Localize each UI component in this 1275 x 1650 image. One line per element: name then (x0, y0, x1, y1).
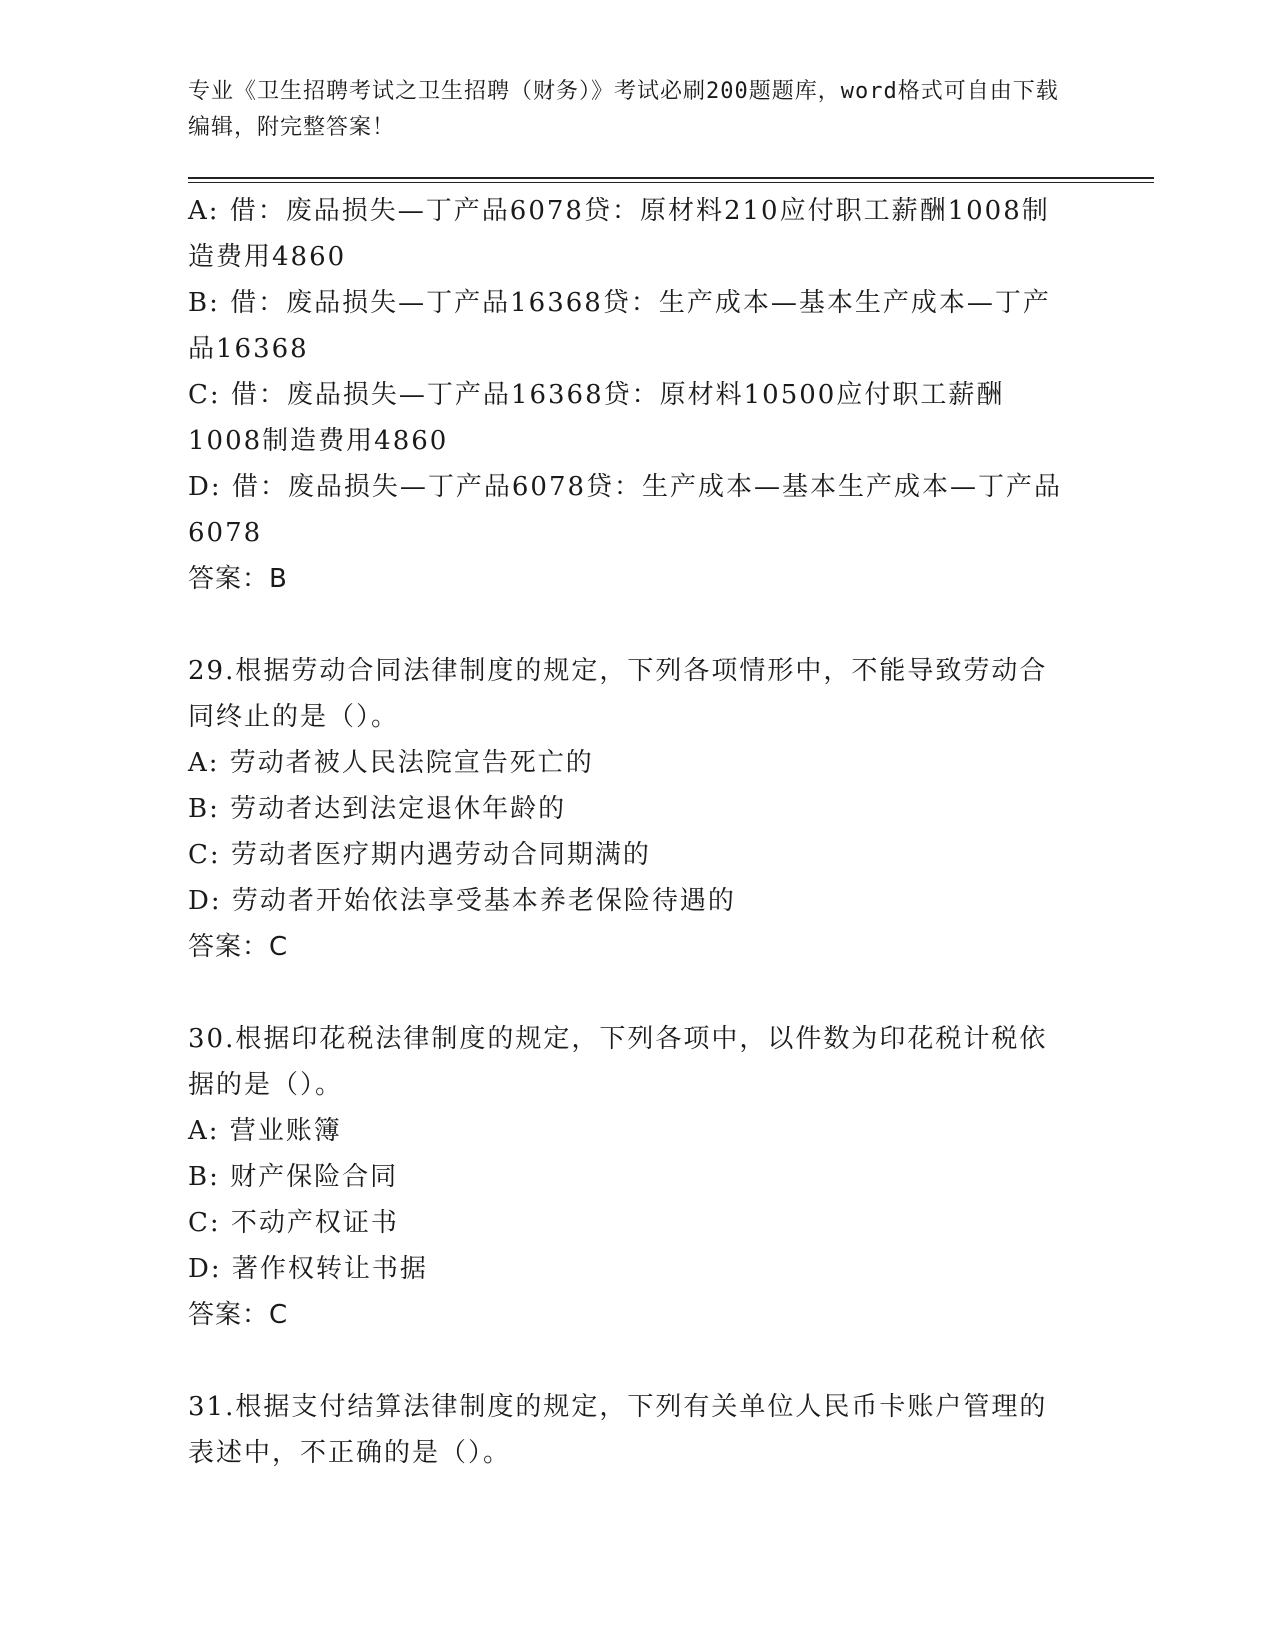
question-text: 29.根据劳动合同法律制度的规定，下列各项情形中，不能导致劳动合同终止的是（）。 (188, 656, 1048, 732)
question-28-block (188, 188, 1068, 602)
option-c: C: 借：废品损失—丁产品16368贷：原材料10500应付职工薪酬1008制造费用4860 (188, 380, 1005, 456)
option-d: D: 著作权转让书据 (188, 1254, 428, 1284)
option-a: A: 借：废品损失—丁产品6078贷：原材料210应付职工薪酬1008制造费用4860 (188, 196, 1050, 272)
option-a: A: 劳动者被人民法院宣告死亡的 (188, 748, 594, 778)
header-divider-thick (188, 177, 1154, 179)
question-list (188, 188, 1068, 1476)
question-31-block (188, 1384, 1068, 1476)
option-b: B: 劳动者达到法定退休年龄的 (188, 794, 567, 824)
option-c: C: 劳动者医疗期内遇劳动合同期满的 (188, 840, 651, 870)
option-a: A: 营业账簿 (188, 1116, 342, 1146)
option-d: D: 劳动者开始依法享受基本养老保险待遇的 (188, 886, 736, 916)
header-divider-thin (188, 182, 1154, 183)
answer-label: 答案：C (188, 932, 289, 962)
question-30-block (188, 1016, 1068, 1338)
option-c: C: 不动产权证书 (188, 1208, 399, 1238)
question-text: 30.根据印花税法律制度的规定，下列各项中，以件数为印花税计税依据的是（）。 (188, 1024, 1048, 1100)
answer-label: 答案：B (188, 564, 288, 594)
question-29-block (188, 648, 1068, 970)
document-intro: 专业《卫生招聘考试之卫生招聘（财务）》考试必刷200题题库，word格式可自由下载编辑，附完整答案！ (188, 79, 1059, 140)
option-d: D: 借：废品损失—丁产品6078贷：生产成本—基本生产成本—丁产品6078 (188, 472, 1063, 548)
answer-label: 答案：C (188, 1300, 289, 1330)
option-b: B: 借：废品损失—丁产品16368贷：生产成本—基本生产成本—丁产品16368 (188, 288, 1051, 364)
question-text: 31.根据支付结算法律制度的规定，下列有关单位人民币卡账户管理的表述中，不正确的是（）。 (188, 1392, 1048, 1468)
option-b: B: 财产保险合同 (188, 1162, 399, 1192)
